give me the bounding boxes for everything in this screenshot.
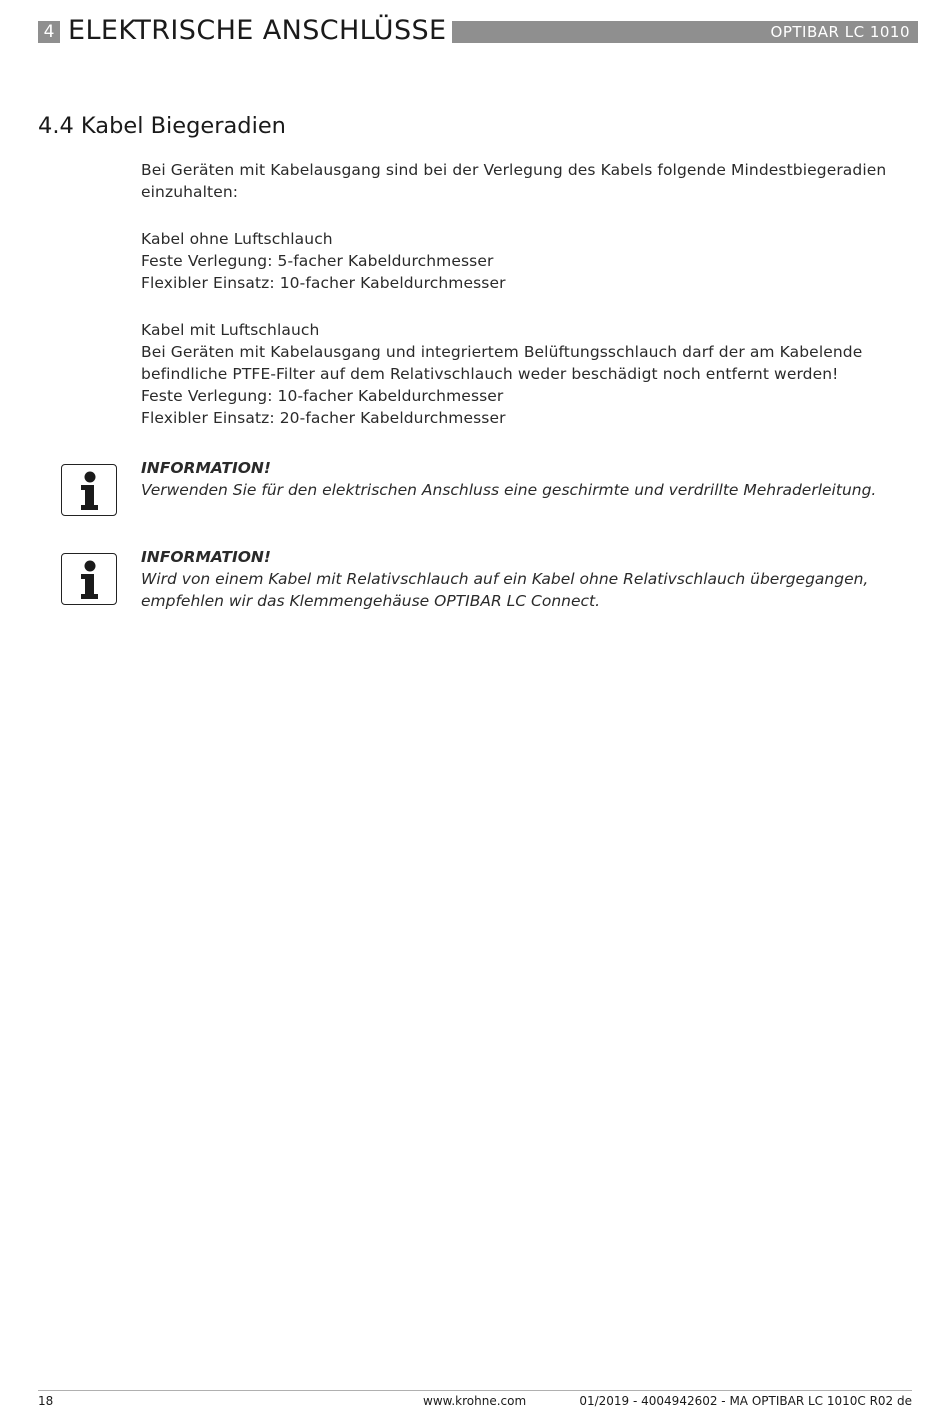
footer-divider bbox=[38, 1390, 912, 1391]
info-heading: INFORMATION! bbox=[141, 459, 271, 477]
intro-line: Bei Geräten mit Kabelausgang sind bei der Verlegung des Kabels folgende Mindestbiegeradien bbox=[141, 161, 887, 179]
footer-document-id: 01/2019 - 4004942602 - MA OPTIBAR LC 1010C R02 de bbox=[579, 1394, 912, 1408]
chapter-number-box: 4 bbox=[38, 21, 60, 43]
info-icon bbox=[61, 553, 117, 605]
chapter-title: ELEKTRISCHE ANSCHLÜSSE bbox=[68, 15, 447, 46]
paragraph-line: Feste Verlegung: 5-facher Kabeldurchmesser bbox=[141, 252, 494, 270]
paragraph-line: Kabel mit Luftschlauch bbox=[141, 321, 320, 339]
paragraph-line: Feste Verlegung: 10-facher Kabeldurchmesser bbox=[141, 387, 504, 405]
info-line: empfehlen wir das Klemmengehäuse OPTIBAR LC Connect. bbox=[141, 592, 601, 610]
intro-line: einzuhalten: bbox=[141, 183, 239, 201]
paragraph-line: Flexibler Einsatz: 10-facher Kabeldurchmesser bbox=[141, 274, 506, 292]
footer-website: www.krohne.com bbox=[423, 1394, 527, 1408]
paragraph-line: befindliche PTFE-Filter auf dem Relativschlauch weder beschädigt noch entfernt werden! bbox=[141, 365, 839, 383]
info-line: Wird von einem Kabel mit Relativschlauch auf ein Kabel ohne Relativschlauch übergegangen, bbox=[141, 570, 869, 588]
info-heading: INFORMATION! bbox=[141, 548, 271, 566]
page-header bbox=[38, 16, 918, 46]
paragraph-line: Bei Geräten mit Kabelausgang und integriertem Belüftungsschlauch darf der am Kabelende bbox=[141, 343, 863, 361]
product-name: OPTIBAR LC 1010 bbox=[770, 23, 910, 41]
paragraph-line: Flexibler Einsatz: 20-facher Kabeldurchmesser bbox=[141, 409, 506, 427]
page-number: 18 bbox=[38, 1394, 54, 1408]
intro-paragraph bbox=[141, 159, 921, 203]
section-title: 4.4 Kabel Biegeradien bbox=[38, 113, 286, 139]
info-note-1 bbox=[141, 457, 931, 501]
paragraph-line: Kabel ohne Luftschlauch bbox=[141, 230, 333, 248]
cable-with-air-hose-paragraph bbox=[141, 319, 921, 429]
cable-without-air-hose-paragraph bbox=[141, 228, 921, 294]
info-icon bbox=[61, 464, 117, 516]
info-line: Verwenden Sie für den elektrischen Anschluss eine geschirmte und verdrillte Mehraderleitung. bbox=[141, 481, 877, 499]
header-bar bbox=[452, 21, 918, 43]
info-note-2 bbox=[141, 546, 931, 612]
